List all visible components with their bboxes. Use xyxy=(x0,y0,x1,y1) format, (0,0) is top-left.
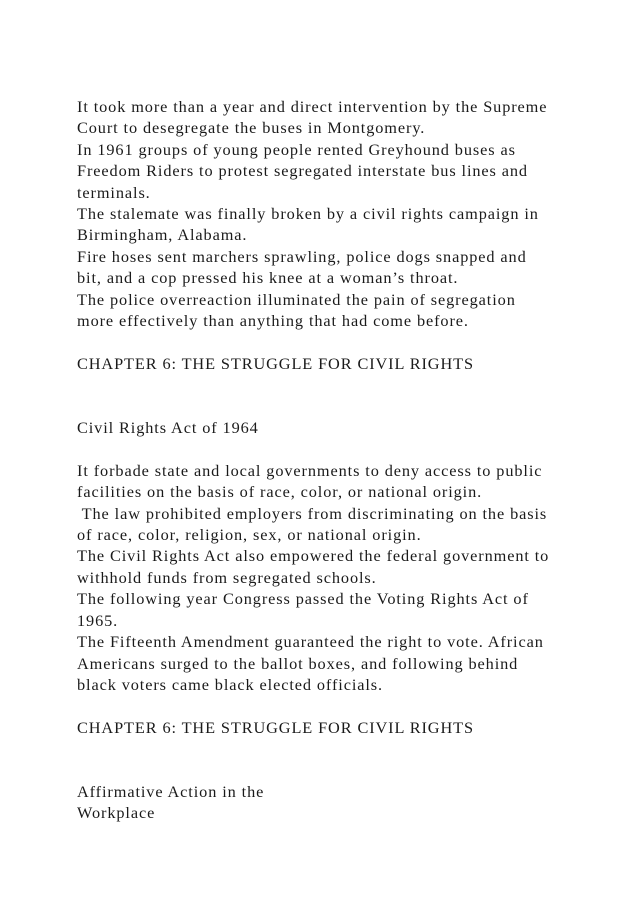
spacer xyxy=(77,738,617,759)
text-line: The following year Congress passed the Voting Rights Act of xyxy=(77,589,529,609)
spacer xyxy=(77,396,617,417)
text-line: more effectively than anything that had come before. xyxy=(77,311,469,331)
spacer xyxy=(77,331,617,352)
text-line: Fire hoses sent marchers sprawling, police dogs snapped and xyxy=(77,246,527,266)
spacer xyxy=(77,374,617,395)
text-line: The law prohibited employers from discriminating on the basis xyxy=(77,503,548,523)
text-line: of race, color, religion, sex, or national origin. xyxy=(77,525,422,545)
text-line: terminals. xyxy=(77,182,151,202)
spacer xyxy=(77,760,617,781)
paragraph-block-montgomery-birmingham xyxy=(77,96,617,331)
chapter-heading: CHAPTER 6: THE STRUGGLE FOR CIVIL RIGHTS xyxy=(77,717,474,737)
paragraph-block-civil-rights-act xyxy=(77,460,617,695)
text-line: The Fifteenth Amendment guaranteed the right to vote. African xyxy=(77,632,544,652)
text-line: It took more than a year and direct intervention by the Supreme xyxy=(77,97,548,116)
text-line: black voters came black elected officials. xyxy=(77,674,384,694)
document-body xyxy=(77,96,617,824)
spacer xyxy=(77,695,617,716)
text-line: Freedom Riders to protest segregated interstate bus lines and xyxy=(77,161,528,181)
text-line: Affirmative Action in the xyxy=(77,781,265,801)
text-line: The police overreaction illuminated the pain of segregation xyxy=(77,289,516,309)
text-line: It forbade state and local governments to deny access to public xyxy=(77,460,543,480)
chapter-heading: CHAPTER 6: THE STRUGGLE FOR CIVIL RIGHTS xyxy=(77,353,474,373)
text-line: In 1961 groups of young people rented Greyhound buses as xyxy=(77,139,516,159)
text-line: 1965. xyxy=(77,610,119,630)
text-line: The Civil Rights Act also empowered the federal government to xyxy=(77,546,550,566)
text-line: bit, and a cop pressed his knee at a woman’s throat. xyxy=(77,268,459,288)
text-line: Court to desegregate the buses in Montgomery. xyxy=(77,118,426,138)
text-line: Americans surged to the ballot boxes, and following behind xyxy=(77,653,519,673)
section-title-affirmative-action xyxy=(77,781,617,824)
text-line: The stalemate was finally broken by a civil rights campaign in xyxy=(77,204,539,224)
section-title-civil-rights-act: Civil Rights Act of 1964 xyxy=(77,418,259,438)
text-line: Birmingham, Alabama. xyxy=(77,225,248,245)
text-line: facilities on the basis of race, color, or national origin. xyxy=(77,482,483,502)
text-line: Workplace xyxy=(77,803,156,823)
text-line: withhold funds from segregated schools. xyxy=(77,567,377,587)
spacer xyxy=(77,438,617,459)
